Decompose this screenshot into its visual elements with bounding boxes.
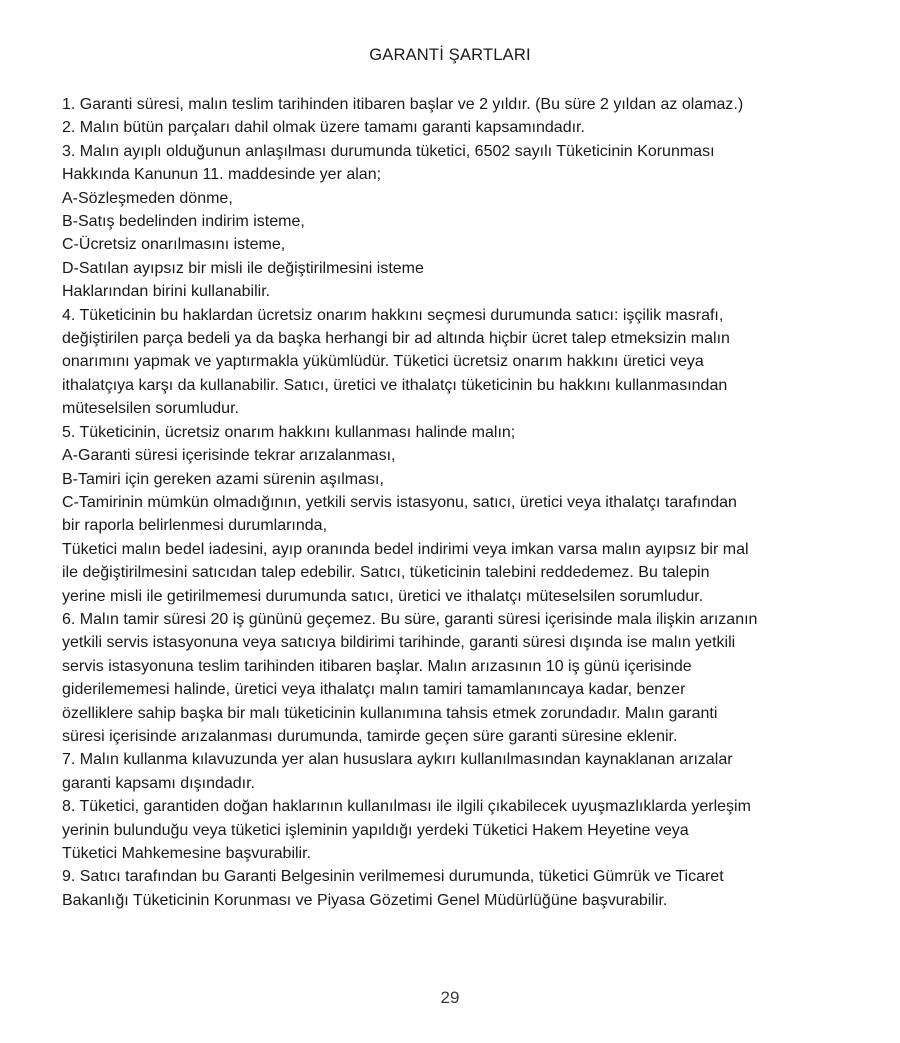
text-line: garanti kapsamı dışındadır. xyxy=(62,774,255,792)
page-number: 29 xyxy=(440,988,460,1007)
text-line: bir raporla belirlenmesi durumlarında, xyxy=(62,517,328,535)
text-line: D-Satılan ayıpsız bir misli ile değiştirilmesini isteme xyxy=(62,259,424,277)
text-line: özelliklere sahip başka bir malı tüketicinin kullanımına tahsis etmek zorundadır. Malın garanti xyxy=(62,704,718,722)
text-line: A-Garanti süresi içerisinde tekrar arızalanması, xyxy=(62,447,396,465)
warranty-terms-body xyxy=(62,93,862,912)
text-line: onarımını yapmak ve yaptırmakla yükümlüdür. Tüketici ücretsiz onarım hakkını üretici veya xyxy=(62,353,704,371)
text-line: Tüketici Mahkemesine başvurabilir. xyxy=(62,845,311,862)
text-line: 6. Malın tamir süresi 20 iş gününü geçemez. Bu süre, garanti süresi içerisinde mala ilişkin arızanın xyxy=(62,610,758,628)
text-line: 9. Satıcı tarafından bu Garanti Belgesinin verilmemesi durumunda, tüketici Gümrük ve Ticaret xyxy=(62,868,724,886)
text-line: müteselsilen sorumludur. xyxy=(62,400,239,418)
text-line: 1. Garanti süresi, malın teslim tarihinden itibaren başlar ve 2 yıldır. (Bu süre 2 yıldan az olamaz.) xyxy=(62,96,744,113)
text-line: yerinin bulunduğu veya tüketici işleminin yapıldığı yerdeki Tüketici Hakem Heyetine veya xyxy=(62,821,689,839)
text-line: ile değiştirilmesini satıcıdan talep edebilir. Satıcı, tüketicinin talebini reddedemez. Bu talepin xyxy=(62,564,710,582)
text-line: yetkili servis istasyonuna veya satıcıya bildirimi tarihinde, garanti süresi dışında ise malın yetkili xyxy=(62,634,736,652)
text-line: yerine misli ile getirilmemesi durumunda satıcı, üretici ve ithalatçı müteselsilen sorumludur. xyxy=(62,587,704,605)
text-line: Bakanlığı Tüketicinin Korunması ve Piyasa Gözetimi Genel Müdürlüğüne başvurabilir. xyxy=(62,891,668,909)
text-line: ithalatçıya karşı da kullanabilir. Satıcı, üretici ve ithalatçı tüketicinin bu hakkını kullanmasından xyxy=(62,376,728,394)
text-line: süresi içerisinde arızalanması durumunda, tamirde geçen süre garanti süresine eklenir. xyxy=(62,727,678,745)
text-line: servis istasyonuna teslim tarihinden itibaren başlar. Malın arızasının 10 iş günü içerisinde xyxy=(62,657,692,675)
text-line: A-Sözleşmeden dönme, xyxy=(62,189,233,207)
text-line: Tüketici malın bedel iadesini, ayıp oranında bedel indirimi veya imkan varsa malın ayıpsız bir mal xyxy=(62,540,749,558)
text-line: giderilememesi halinde, üretici veya ithalatçı malın tamiri tamamlanıncaya kadar, benzer xyxy=(62,681,686,699)
text-line: değiştirilen parça bedeli ya da başka herhangi bir ad altında hiçbir ücret talep etmeksizin malın xyxy=(62,330,730,348)
text-line: 2. Malın bütün parçaları dahil olmak üzere tamamı garanti kapsamındadır. xyxy=(62,119,585,137)
text-line: 7. Malın kullanma kılavuzunda yer alan hususlara aykırı kullanılmasından kaynaklanan arızalar xyxy=(62,751,733,769)
page-title: GARANTİ ŞARTLARI xyxy=(369,46,531,64)
text-line: 4. Tüketicinin bu haklardan ücretsiz onarım hakkını seçmesi durumunda satıcı: işçilik masrafı, xyxy=(62,306,724,324)
text-line: C-Ücretsiz onarılmasını isteme, xyxy=(62,236,286,254)
text-line: Haklarından birini kullanabilir. xyxy=(62,283,271,301)
text-line: C-Tamirinin mümkün olmadığının, yetkili servis istasyonu, satıcı, üretici veya ithalatçı tarafından xyxy=(62,493,737,511)
text-line: 3. Malın ayıplı olduğunun anlaşılması durumunda tüketici, 6502 sayılı Tüketicinin Korunması xyxy=(62,142,715,160)
text-line: 5. Tüketicinin, ücretsiz onarım hakkını kullanması halinde malın; xyxy=(62,423,516,441)
text-line: Hakkında Kanunun 11. maddesinde yer alan; xyxy=(62,166,382,184)
text-line: B-Tamiri için gereken azami sürenin aşılması, xyxy=(62,470,384,488)
text-line: 8. Tüketici, garantiden doğan haklarının kullanılması ile ilgili çıkabilecek uyuşmazlıklarda yerleşim xyxy=(62,798,751,816)
text-line: B-Satış bedelinden indirim isteme, xyxy=(62,213,305,231)
